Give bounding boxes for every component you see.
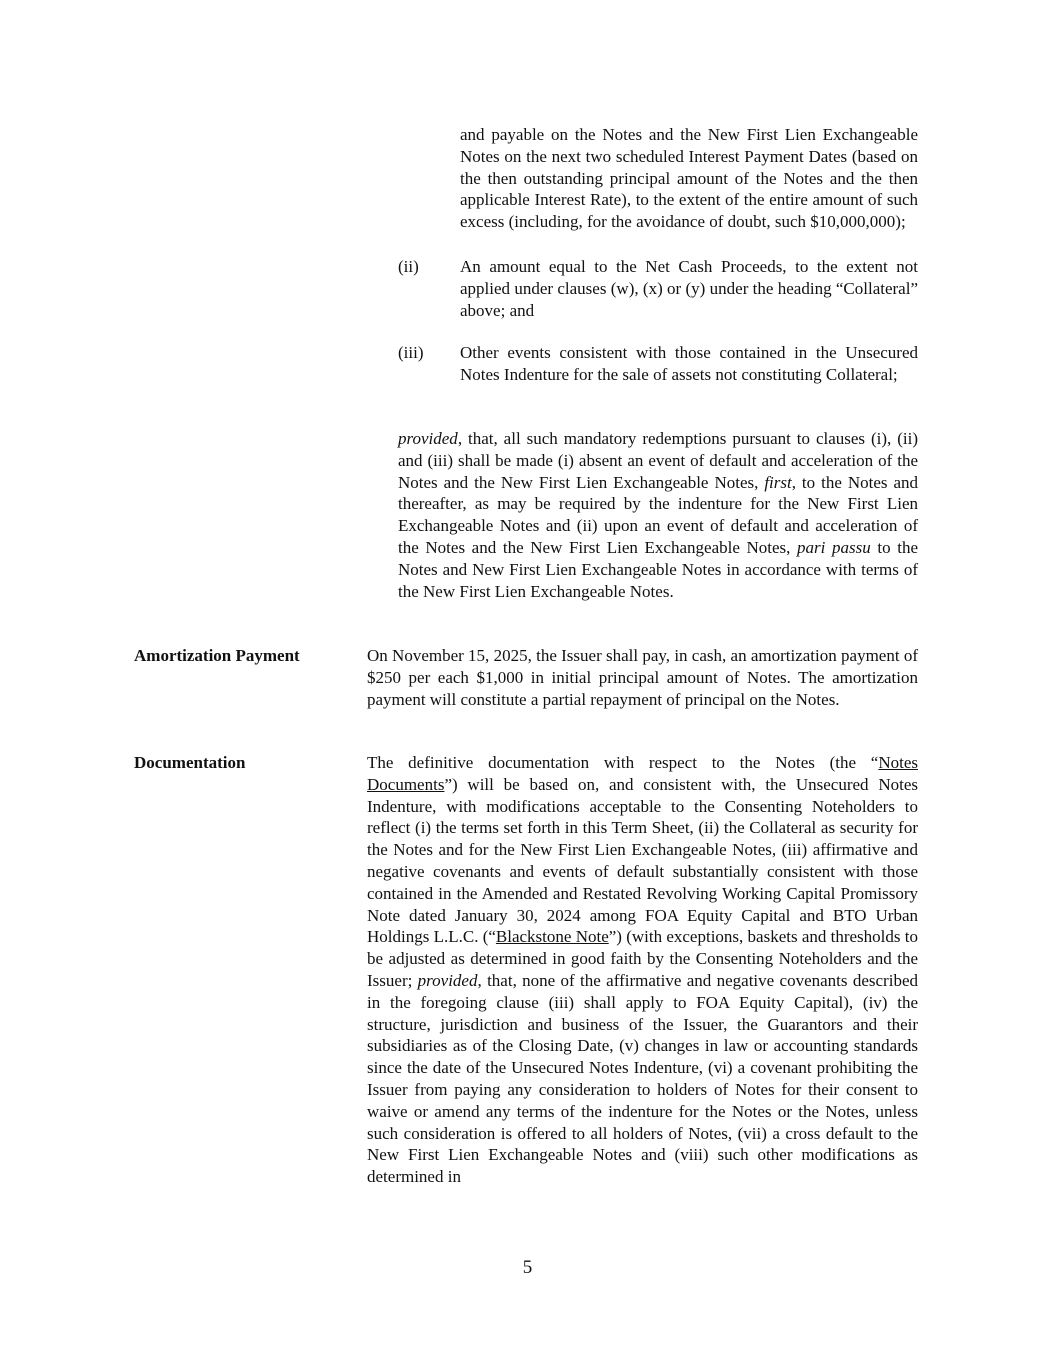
provided-text-1: , that, all such mandatory redemptions pursuant to clauses (i), (ii) and (iii) shall be made (i) absent an event of default and acceleration of the Notes and the New First Lien Exchangeable Notes, [398,429,918,492]
clause-iii-number: (iii) [398,343,424,362]
documentation-heading: Documentation [134,753,246,772]
clause-i-text: and payable on the Notes and the New First Lien Exchangeable Notes on the next two scheduled Interest Payment Dates (based on the then outstanding principal amount of the Notes and the then applicable Interest Rate), to the extent of the entire amount of such excess (including, for the avoidance of doubt, such $10,000,000); [460,125,918,232]
doc-text-3: ”) (with exceptions, baskets and thresholds to be adjusted as determined in good faith by the Consenting Noteholders and the Issuer; [367,927,918,990]
provided-italic: provided [398,429,458,448]
doc-text-1: The definitive documentation with respect to the Notes (the “ [367,753,879,772]
clause-iii [398,342,918,386]
page-number: 5 [522,1257,533,1278]
doc-text-2: ”) will be based on, and consistent with, the Unsecured Notes Indenture, with modifications acceptable to the Consenting Noteholders to reflect (i) the terms set forth in this Term Sheet, (ii) the Collateral as security for the Notes and for the New First Lien Exchangeable Notes, (iii) affirmative and negative covenants and events of default substantially consistent with those contained in the Amended and Restated Revolving Working Capital Promissory Note dated January 30, 2024 among FOA Equity Capital and BTO Urban Holdings L.L.C. (“ [367,774,918,947]
clause-iii-text: Other events consistent with those contained in the Unsecured Notes Indenture for the sale of assets not constituting Collateral; [460,343,918,384]
provided-text-3: to the Notes and New First Lien Exchangeable Notes in accordance with terms of the New First Lien Exchangeable Notes. [398,537,918,601]
doc-provided-italic: provided [417,970,478,990]
clause-ii-number: (ii) [398,257,419,276]
notes-documents-term: Notes Documents [367,753,918,794]
clause-i-continuation [398,124,918,233]
documentation-text [367,752,918,1188]
provided-text-2: , to the Notes and thereafter, as may be required by the indenture for the New First Lien Exchangeable Notes and (ii) upon an event of default and acceleration of the Notes and the New First Lien Exchangeable Notes, [398,472,918,557]
amortization-heading: Amortization Payment [134,646,300,665]
clause-ii [398,256,918,321]
provided-paragraph [398,428,918,602]
first-italic: first [764,472,792,492]
blackstone-note-term: Blackstone Note [495,927,609,947]
pari-passu-italic: pari passu [797,537,871,557]
amortization-text: On November 15, 2025, the Issuer shall pay, in cash, an amortization payment of $250 per each $1,000 in initial principal amount of Notes. The amortization payment will constitute a partial repayment of principal on the Notes. [367,646,918,709]
clause-ii-text: An amount equal to the Net Cash Proceeds, to the extent not applied under clauses (w), (x) or (y) under the heading “Collateral” above; and [460,257,918,320]
doc-text-4: , that, none of the affirmative and negative covenants described in the foregoing clause (iii) shall apply to FOA Equity Capital), (iv) the structure, jurisdiction and business of the Issuer, the Guarantors and their subsidiaries as of the Closing Date, (v) changes in law or accounting standards since the date of the Unsecured Notes Indenture, (vi) a covenant prohibiting the Issuer from paying any consideration to holders of Notes for their consent to waive or amend any terms of the indenture for the Notes or the Notes, unless such consideration is offered to all holders of Notes, (vii) a cross default to the New First Lien Exchangeable Notes and (viii) such other modifications as determined in [367,970,918,1187]
